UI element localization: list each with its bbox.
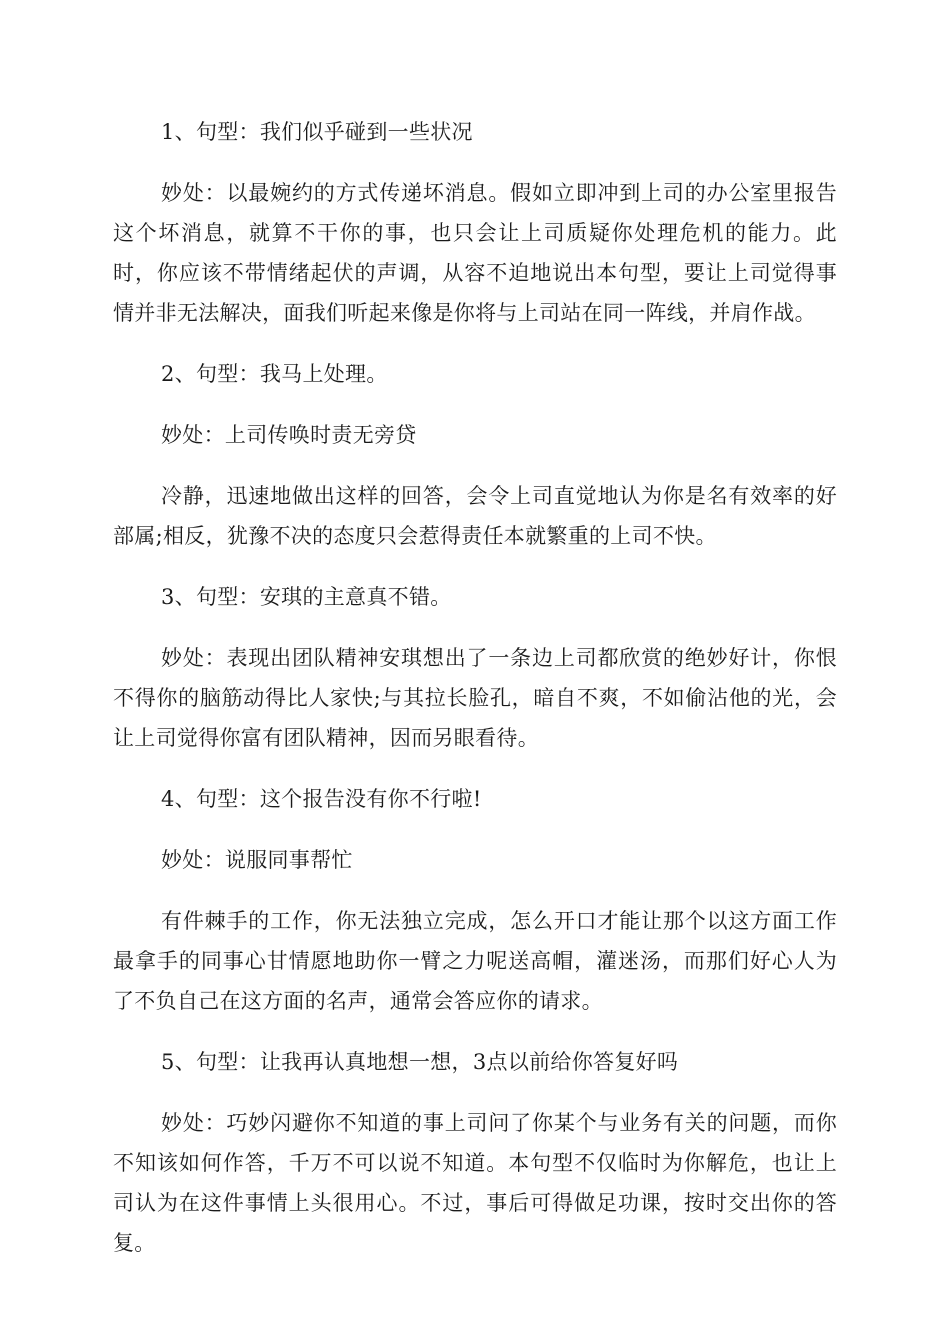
- paragraph-2: 冷静，迅速地做出这样的回答，会令上司直觉地认为你是名有效率的好部属;相反，犹豫不决的态度只会惹得责任本就繁重的上司不快。: [113, 484, 837, 548]
- paragraph-5: 妙处：巧妙闪避你不知道的事上司问了你某个与业务有关的问题，而你不知该如何作答，千万不可以说不知道。本句型不仅临时为你解危，也让上司认为在这件事情上头很用心。不过，事后可得做足功课，按时交出你的答复。: [113, 1111, 837, 1255]
- heading-3: 3、句型：安琪的主意真不错。: [161, 585, 452, 609]
- heading-2: 2、句型：我马上处理。: [161, 362, 388, 386]
- heading-1: 1、句型：我们似乎碰到一些状况: [161, 120, 473, 144]
- document-body: [113, 112, 837, 1284]
- heading-5: 5、句型：让我再认真地想一想，3点以前给你答复好吗: [161, 1050, 679, 1074]
- paragraph-3: 妙处：表现出团队精神安琪想出了一条边上司都欣赏的绝妙好计，你恨不得你的脑筋动得比人家快;与其拉长脸孔，暗自不爽，不如偷沾他的光，会让上司觉得你富有团队精神，因而另眼看待。: [113, 646, 837, 750]
- paragraph-4: 有件棘手的工作，你无法独立完成，怎么开口才能让那个以这方面工作最拿手的同事心甘情愿地助你一臂之力呢送高帽，灌迷汤，而那们好心人为了不负自己在这方面的名声，通常会答应你的请求。: [113, 909, 837, 1013]
- paragraph-1: 妙处：以最婉约的方式传递坏消息。假如立即冲到上司的办公室里报告这个坏消息，就算不干你的事，也只会让上司质疑你处理危机的能力。此时，你应该不带情绪起伏的声调，从容不迫地说出本句型，要让上司觉得事情并非无法解决，面我们听起来像是你将与上司站在同一阵线，并肩作战。: [113, 181, 837, 325]
- subheading-2: 妙处：上司传唤时责无旁贷: [161, 423, 417, 447]
- heading-4: 4、句型：这个报告没有你不行啦!: [161, 787, 482, 811]
- subheading-4: 妙处：说服同事帮忙: [161, 848, 353, 872]
